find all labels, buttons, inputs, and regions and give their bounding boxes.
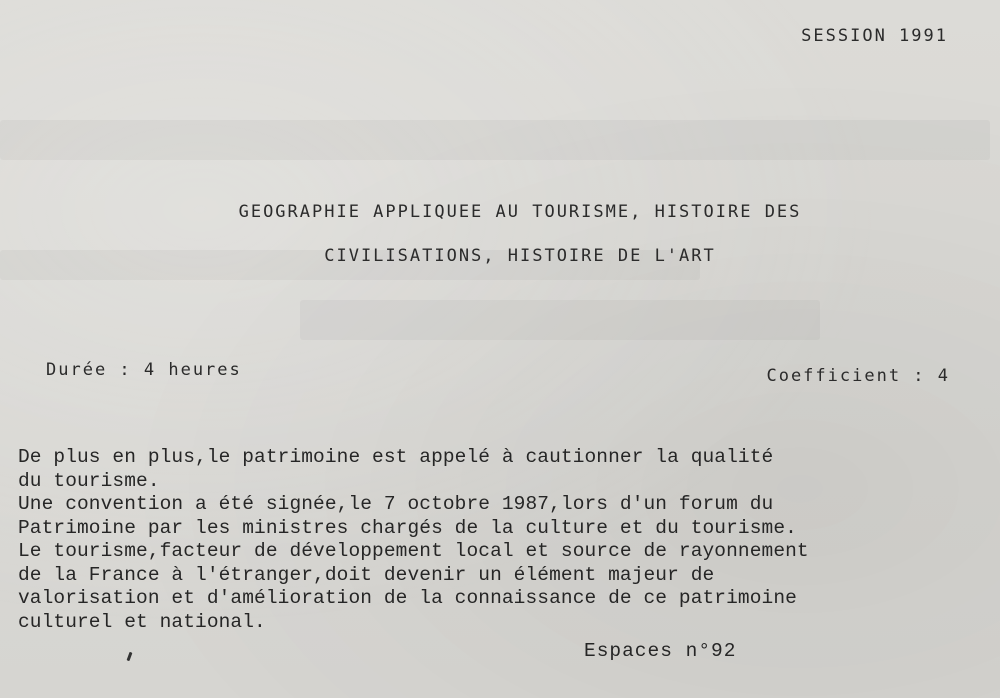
show-through-smudge	[0, 120, 990, 160]
exam-title-line-2: CIVILISATIONS, HISTOIRE DE L'ART	[324, 246, 716, 266]
session-label: SESSION 1991	[801, 26, 948, 46]
quote-line: valorisation et d'amélioration de la connaissance de ce patrimoine	[18, 587, 797, 609]
quote-source: Espaces n°92	[584, 640, 737, 662]
show-through-smudge	[300, 300, 820, 340]
exam-title	[0, 190, 1000, 278]
exam-meta	[46, 360, 950, 384]
duration-label: Durée : 4 heures	[46, 360, 242, 380]
quote-line: du tourisme.	[18, 469, 160, 492]
quote-line: Patrimoine par les ministres chargés de la culture et du tourisme.	[18, 516, 797, 539]
quote-line: De plus en plus,le patrimoine est appelé à cautionner la qualité	[18, 446, 774, 468]
quote-line: Une convention a été signée,le 7 octobre 1987,lors d'un forum du	[18, 493, 774, 515]
ink-speck	[127, 652, 133, 661]
exam-title-line-1: GEOGRAPHIE APPLIQUEE AU TOURISME, HISTOIRE DES	[238, 202, 802, 222]
coefficient-label: Coefficient : 4	[766, 366, 950, 386]
quote-line: Le tourisme,facteur de développement local et source de rayonnement	[18, 540, 809, 562]
quote-line: culturel et national.	[18, 610, 266, 633]
quote-line: de la France à l'étranger,doit devenir un élément majeur de	[18, 563, 715, 586]
quote-text	[18, 446, 993, 634]
